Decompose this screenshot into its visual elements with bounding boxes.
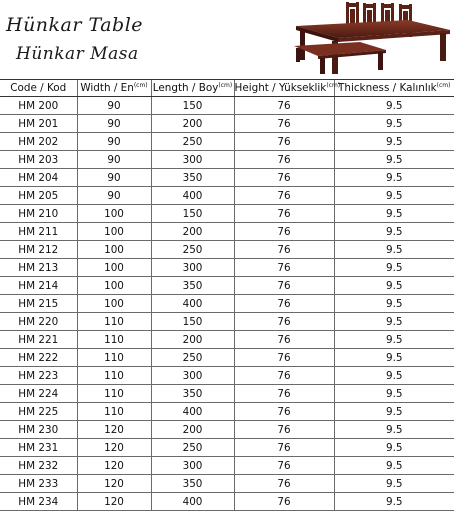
table-row — [0, 187, 454, 205]
column-header-width: Width / $En^{(cm)}$ — [77, 80, 151, 97]
cell-length: 400 — [151, 187, 234, 205]
cell-length: 300 — [151, 457, 234, 475]
cell-height: 76 — [234, 403, 334, 421]
cell-thickness: 9.5 — [334, 313, 454, 331]
cell-length: 150 — [151, 313, 234, 331]
column-header-code: Code / Kod — [0, 80, 77, 97]
cell-height: 76 — [234, 313, 334, 331]
table-header-row — [0, 80, 454, 97]
cell-height: 76 — [234, 205, 334, 223]
table-row — [0, 295, 454, 313]
cell-code: HM 232 — [0, 457, 77, 475]
table-row — [0, 349, 454, 367]
cell-height: 76 — [234, 385, 334, 403]
cell-height: 76 — [234, 223, 334, 241]
cell-width: 100 — [77, 277, 151, 295]
cell-code: HM 233 — [0, 475, 77, 493]
cell-length: 300 — [151, 151, 234, 169]
cell-code: HM 224 — [0, 385, 77, 403]
cell-thickness: 9.5 — [334, 277, 454, 295]
cell-thickness: 9.5 — [334, 367, 454, 385]
cell-width: 90 — [77, 115, 151, 133]
cell-length: 250 — [151, 241, 234, 259]
cell-thickness: 9.5 — [334, 205, 454, 223]
cell-thickness: 9.5 — [334, 403, 454, 421]
cell-height: 76 — [234, 331, 334, 349]
cell-thickness: 9.5 — [334, 457, 454, 475]
cell-thickness: 9.5 — [334, 475, 454, 493]
title-english: Hünkar Table — [6, 14, 144, 36]
cell-thickness: 9.5 — [334, 97, 454, 115]
cell-width: 120 — [77, 475, 151, 493]
table-row — [0, 475, 454, 493]
cell-length: 200 — [151, 421, 234, 439]
cell-code: HM 215 — [0, 295, 77, 313]
cell-length: 300 — [151, 367, 234, 385]
cell-width: 90 — [77, 97, 151, 115]
cell-code: HM 213 — [0, 259, 77, 277]
table-row — [0, 493, 454, 511]
cell-thickness: 9.5 — [334, 169, 454, 187]
cell-thickness: 9.5 — [334, 187, 454, 205]
cell-height: 76 — [234, 133, 334, 151]
cell-thickness: 9.5 — [334, 331, 454, 349]
table-row — [0, 331, 454, 349]
cell-height: 76 — [234, 151, 334, 169]
title-turkish: Hünkar Masa — [16, 44, 139, 64]
cell-length: 250 — [151, 439, 234, 457]
cell-code: HM 234 — [0, 493, 77, 511]
cell-thickness: 9.5 — [334, 259, 454, 277]
cell-width: 120 — [77, 457, 151, 475]
cell-thickness: 9.5 — [334, 493, 454, 511]
cell-height: 76 — [234, 259, 334, 277]
table-row — [0, 241, 454, 259]
cell-code: HM 211 — [0, 223, 77, 241]
cell-length: 200 — [151, 115, 234, 133]
cell-length: 400 — [151, 493, 234, 511]
cell-thickness: 9.5 — [334, 223, 454, 241]
column-header-thickness: Thickness / Kalınlık$^{(cm)}$ — [334, 80, 454, 97]
cell-code: HM 222 — [0, 349, 77, 367]
cell-code: HM 212 — [0, 241, 77, 259]
cell-thickness: 9.5 — [334, 385, 454, 403]
cell-length: 250 — [151, 349, 234, 367]
table-row — [0, 439, 454, 457]
table-row — [0, 385, 454, 403]
cell-thickness: 9.5 — [334, 421, 454, 439]
cell-width: 90 — [77, 187, 151, 205]
cell-height: 76 — [234, 439, 334, 457]
header — [0, 0, 454, 78]
cell-length: 200 — [151, 223, 234, 241]
cell-width: 100 — [77, 295, 151, 313]
cell-length: 350 — [151, 169, 234, 187]
cell-thickness: 9.5 — [334, 115, 454, 133]
cell-width: 120 — [77, 421, 151, 439]
table-row — [0, 457, 454, 475]
cell-code: HM 200 — [0, 97, 77, 115]
cell-code: HM 210 — [0, 205, 77, 223]
cell-thickness: 9.5 — [334, 349, 454, 367]
column-header-length: Length / Boy$^{(cm)}$ — [151, 80, 234, 97]
cell-width: 100 — [77, 241, 151, 259]
cell-code: HM 223 — [0, 367, 77, 385]
table-row — [0, 223, 454, 241]
cell-length: 200 — [151, 331, 234, 349]
cell-code: HM 230 — [0, 421, 77, 439]
cell-height: 76 — [234, 115, 334, 133]
cell-code: HM 201 — [0, 115, 77, 133]
cell-code: HM 225 — [0, 403, 77, 421]
cell-thickness: 9.5 — [334, 151, 454, 169]
cell-thickness: 9.5 — [334, 439, 454, 457]
cell-length: 350 — [151, 475, 234, 493]
table-row — [0, 97, 454, 115]
cell-height: 76 — [234, 349, 334, 367]
cell-height: 76 — [234, 97, 334, 115]
cell-width: 110 — [77, 313, 151, 331]
cell-code: HM 202 — [0, 133, 77, 151]
cell-code: HM 231 — [0, 439, 77, 457]
cell-width: 100 — [77, 223, 151, 241]
cell-height: 76 — [234, 187, 334, 205]
table-set-photo — [290, 0, 454, 76]
table-row — [0, 151, 454, 169]
table-row — [0, 421, 454, 439]
cell-width: 100 — [77, 259, 151, 277]
cell-height: 76 — [234, 493, 334, 511]
table-row — [0, 115, 454, 133]
cell-width: 110 — [77, 403, 151, 421]
cell-code: HM 205 — [0, 187, 77, 205]
table-row — [0, 403, 454, 421]
table-row — [0, 367, 454, 385]
cell-length: 400 — [151, 403, 234, 421]
table-row — [0, 313, 454, 331]
cell-width: 110 — [77, 331, 151, 349]
table-row — [0, 169, 454, 187]
cell-length: 150 — [151, 205, 234, 223]
cell-height: 76 — [234, 421, 334, 439]
cell-height: 76 — [234, 475, 334, 493]
cell-width: 90 — [77, 169, 151, 187]
cell-length: 150 — [151, 97, 234, 115]
cell-height: 76 — [234, 457, 334, 475]
cell-length: 350 — [151, 277, 234, 295]
cell-height: 76 — [234, 367, 334, 385]
cell-length: 400 — [151, 295, 234, 313]
table-body — [0, 97, 454, 511]
cell-code: HM 221 — [0, 331, 77, 349]
cell-width: 110 — [77, 367, 151, 385]
cell-width: 110 — [77, 385, 151, 403]
table-row — [0, 259, 454, 277]
cell-thickness: 9.5 — [334, 241, 454, 259]
cell-height: 76 — [234, 295, 334, 313]
table-row — [0, 277, 454, 295]
cell-width: 100 — [77, 205, 151, 223]
cell-length: 350 — [151, 385, 234, 403]
cell-thickness: 9.5 — [334, 295, 454, 313]
cell-width: 90 — [77, 151, 151, 169]
dimensions-table — [0, 79, 454, 511]
cell-code: HM 214 — [0, 277, 77, 295]
cell-height: 76 — [234, 277, 334, 295]
cell-width: 120 — [77, 439, 151, 457]
cell-width: 120 — [77, 493, 151, 511]
table-row — [0, 133, 454, 151]
cell-width: 90 — [77, 133, 151, 151]
cell-length: 250 — [151, 133, 234, 151]
cell-code: HM 220 — [0, 313, 77, 331]
cell-code: HM 203 — [0, 151, 77, 169]
cell-height: 76 — [234, 241, 334, 259]
cell-thickness: 9.5 — [334, 133, 454, 151]
cell-length: 300 — [151, 259, 234, 277]
cell-height: 76 — [234, 169, 334, 187]
cell-code: HM 204 — [0, 169, 77, 187]
table-row — [0, 205, 454, 223]
column-header-height: Height / Yükseklik$^{(cm)}$ — [234, 80, 334, 97]
cell-width: 110 — [77, 349, 151, 367]
